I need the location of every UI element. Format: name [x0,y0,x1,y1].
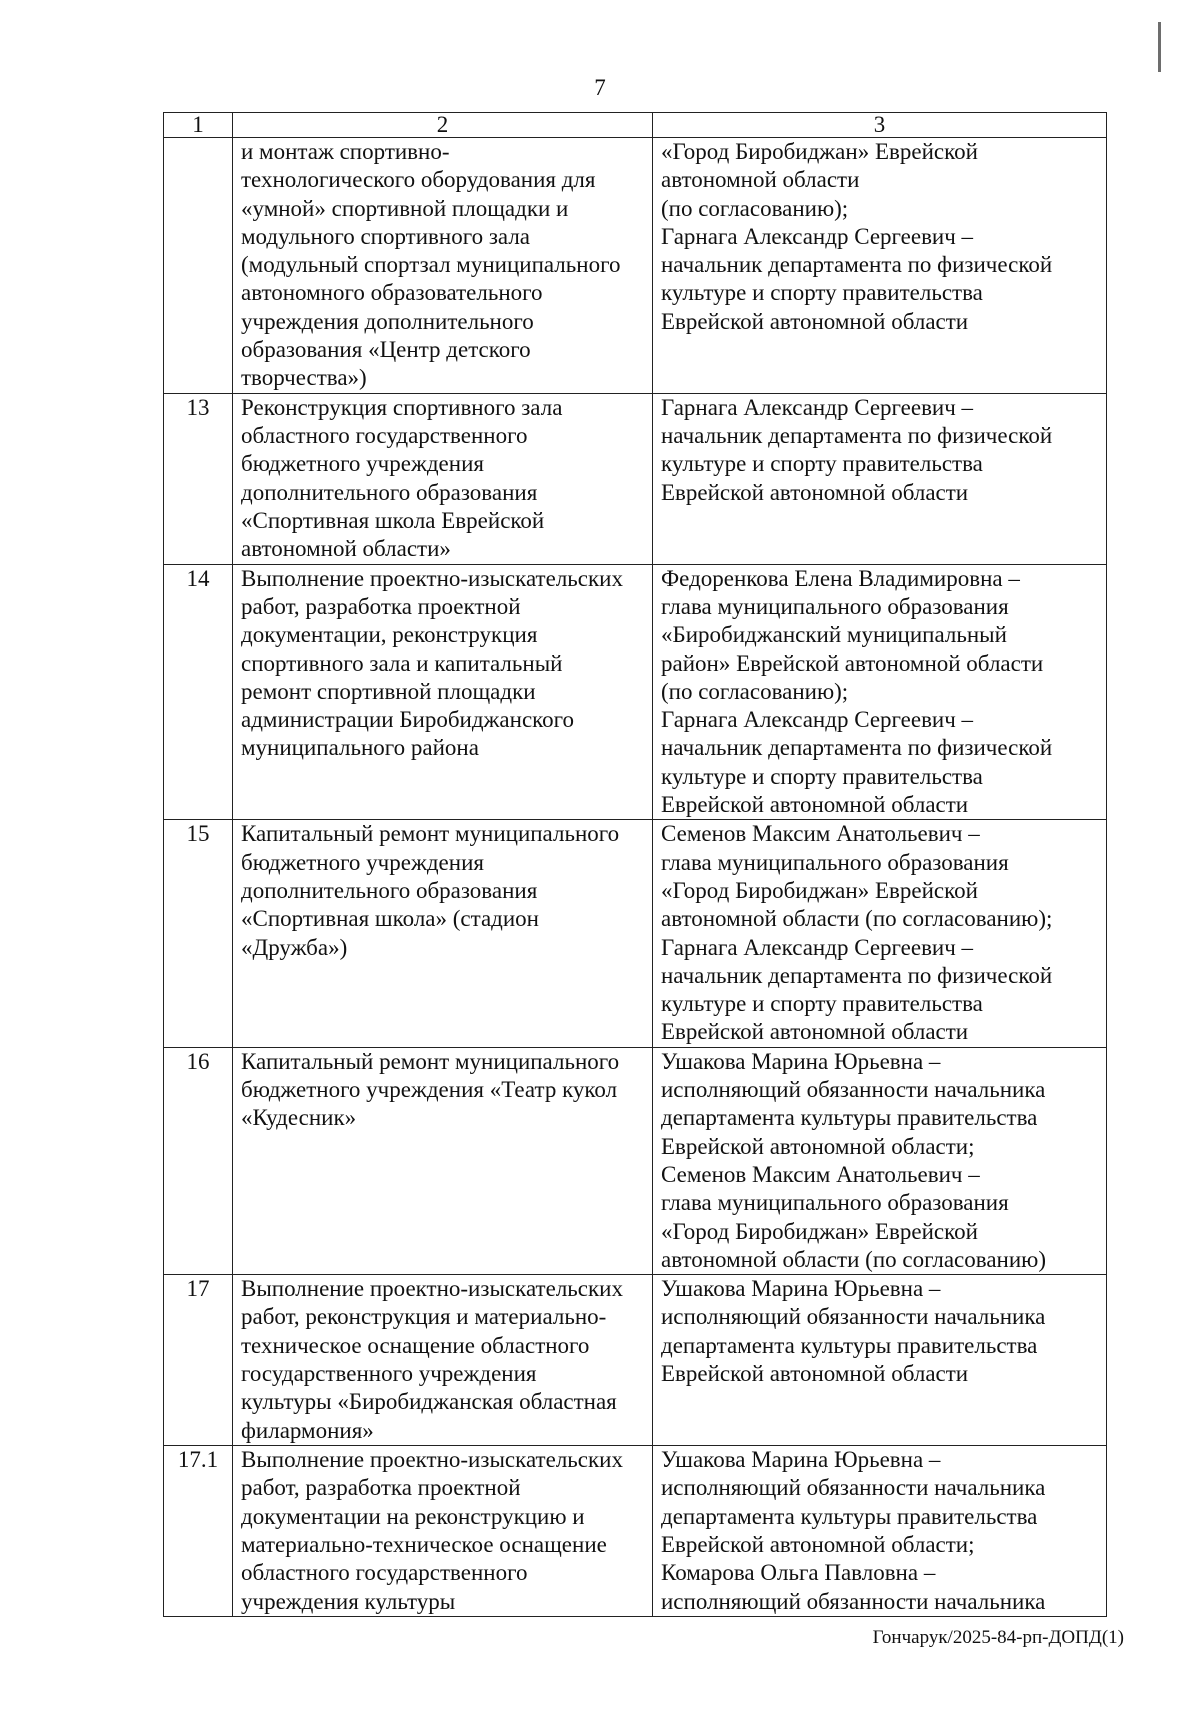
text-line: начальник департамента по физической [661,735,1053,761]
table-header-row [164,113,1107,138]
text-line: дополнительного образования [241,479,538,505]
responsible-person-cell [653,1446,1107,1617]
responsible-person-cell [653,1047,1107,1274]
text-line: государственного учреждения [241,1360,537,1386]
row-number: 15 [164,820,233,1047]
text-line: начальник департамента по физической [661,962,1053,988]
text-line: бюджетного учреждения «Театр кукол [241,1077,618,1103]
text-line: дополнительного образования [241,877,538,903]
text-line: исполняющий обязанности начальника [661,1475,1046,1501]
text-line: Ушакова Марина Юрьевна – [661,1048,941,1074]
text-line: «Спортивная школа Еврейской [241,507,545,533]
text-line: департамента культуры правительства [661,1105,1038,1131]
table-row [164,820,1107,1047]
text-line: Еврейской автономной области [661,792,969,818]
table-row [164,1446,1107,1617]
responsible-person-cell [653,564,1107,820]
text-line: «Спортивная школа» (стадион [241,906,539,932]
event-description-cell [233,393,653,564]
text-line: (по согласованию); [661,195,849,221]
text-line: департамента культуры правительства [661,1332,1038,1358]
text-line: начальник департамента по физической [661,422,1053,448]
text-line: глава муниципального образования [661,849,1009,875]
text-line: спортивного зала и капитальный [241,650,563,676]
margin-mark [1158,22,1161,72]
text-line: Выполнение проектно-изыскательских [241,1276,623,1302]
event-description-cell [233,1047,653,1274]
text-line: областного государственного [241,1560,528,1586]
text-line: бюджетного учреждения [241,451,484,477]
text-line: документации, реконструкция [241,622,538,648]
text-line: Капитальный ремонт муниципального [241,821,620,847]
row-number: 16 [164,1047,233,1274]
text-line: Ушакова Марина Юрьевна – [661,1276,941,1302]
column-header-1: 1 [164,113,233,138]
text-line: департамента культуры правительства [661,1503,1038,1529]
text-line: Еврейской автономной области [661,1360,969,1386]
text-line: исполняющий обязанности начальника [661,1077,1046,1103]
text-line: Семенов Максим Анатольевич – [661,1161,980,1187]
table-row [164,1047,1107,1274]
text-line: муниципального района [241,735,479,761]
text-line: культуры «Биробиджанская областная [241,1389,617,1415]
text-line: (модульный спортзал муниципального [241,252,621,278]
row-number: 17 [164,1275,233,1446]
text-line: «Биробиджанский муниципальный [661,622,1007,648]
text-line: областного государственного [241,422,528,448]
text-line: Еврейской автономной области [661,1019,969,1045]
event-description-cell [233,1446,653,1617]
text-line: (по согласованию); [661,678,849,704]
text-line: автономной области [661,167,860,193]
table-row [164,564,1107,820]
text-line: Еврейской автономной области; [661,1531,975,1557]
text-line: «Город Биробиджан» Еврейской [661,139,978,164]
column-header-2: 2 [233,113,653,138]
responsible-person-cell [653,393,1107,564]
text-line: Выполнение проектно-изыскательских [241,1447,623,1473]
text-line: автономной области (по согласованию); [661,906,1053,932]
text-line: «Город Биробиджан» Еврейской [661,877,978,903]
text-line: образования «Центр детского [241,337,531,363]
document-code: Гончарук/2025-84-рп-ДОПД(1) [872,1627,1124,1648]
text-line: ремонт спортивной площадки [241,678,536,704]
text-line: учреждения дополнительного [241,308,534,334]
text-line: Капитальный ремонт муниципального [241,1048,620,1074]
text-line: модульного спортивного зала [241,223,531,249]
event-description-cell [233,1275,653,1446]
text-line: творчества») [241,365,367,391]
text-line: Гарнага Александр Сергеевич – [661,934,974,960]
row-number: 14 [164,564,233,820]
text-line: работ, реконструкция и материально- [241,1304,607,1330]
text-line: технологического оборудования для [241,167,596,193]
text-line: Ушакова Марина Юрьевна – [661,1447,941,1473]
text-line: «Дружба») [241,934,348,960]
text-line: культуре и спорту правительства [661,763,983,789]
text-line: глава муниципального образования [661,1190,1009,1216]
text-line: исполняющий обязанности начальника [661,1304,1046,1330]
text-line: Выполнение проектно-изыскательских [241,565,623,591]
text-line: Еврейской автономной области [661,479,969,505]
table-row [164,393,1107,564]
text-line: Комарова Ольга Павловна – [661,1560,936,1586]
text-line: Реконструкция спортивного зала [241,394,563,420]
text-line: район» Еврейской автономной области [661,650,1044,676]
text-line: исполняющий обязанности начальника [661,1588,1046,1614]
text-line: Гарнага Александр Сергеевич – [661,394,974,420]
text-line: Федоренкова Елена Владимировна – [661,565,1020,591]
event-description-cell [233,564,653,820]
text-line: «Кудесник» [241,1105,357,1131]
text-line: материально-техническое оснащение [241,1531,607,1557]
page-number: 7 [594,75,606,100]
text-line: Гарнага Александр Сергеевич – [661,223,974,249]
responsible-person-cell [653,138,1107,394]
column-header-3: 3 [653,113,1107,138]
text-line: Еврейской автономной области [661,308,969,334]
row-number [164,138,233,394]
responsible-person-cell [653,820,1107,1047]
text-line: работ, разработка проектной [241,1475,521,1501]
row-number: 17.1 [164,1446,233,1617]
text-line: «Город Биробиджан» Еврейской [661,1218,978,1244]
text-line: глава муниципального образования [661,593,1009,619]
text-line: культуре и спорту правительства [661,451,983,477]
text-line: культуре и спорту правительства [661,280,983,306]
responsible-person-cell [653,1275,1107,1446]
table-row [164,138,1107,394]
text-line: администрации Биробиджанского [241,707,575,733]
document-table [163,112,1107,1617]
text-line: культуре и спорту правительства [661,991,983,1017]
text-line: филармония» [241,1417,374,1443]
event-description-cell [233,820,653,1047]
text-line: автономной области» [241,536,451,562]
text-line: учреждения культуры [241,1588,456,1614]
text-line: бюджетного учреждения [241,849,484,875]
table-row [164,1275,1107,1446]
text-line: Семенов Максим Анатольевич – [661,821,980,847]
text-line: документации на реконструкцию и [241,1503,585,1529]
text-line: начальник департамента по физической [661,252,1053,278]
event-description-cell [233,138,653,394]
text-line: и монтаж спортивно- [241,139,450,164]
text-line: «умной» спортивной площадки и [241,195,569,221]
text-line: Еврейской автономной области; [661,1133,975,1159]
text-line: Гарнага Александр Сергеевич – [661,707,974,733]
text-line: автономной области (по согласованию) [661,1246,1046,1272]
text-line: работ, разработка проектной [241,593,521,619]
row-number: 13 [164,393,233,564]
text-line: автономного образовательного [241,280,543,306]
text-line: техническое оснащение областного [241,1332,590,1358]
